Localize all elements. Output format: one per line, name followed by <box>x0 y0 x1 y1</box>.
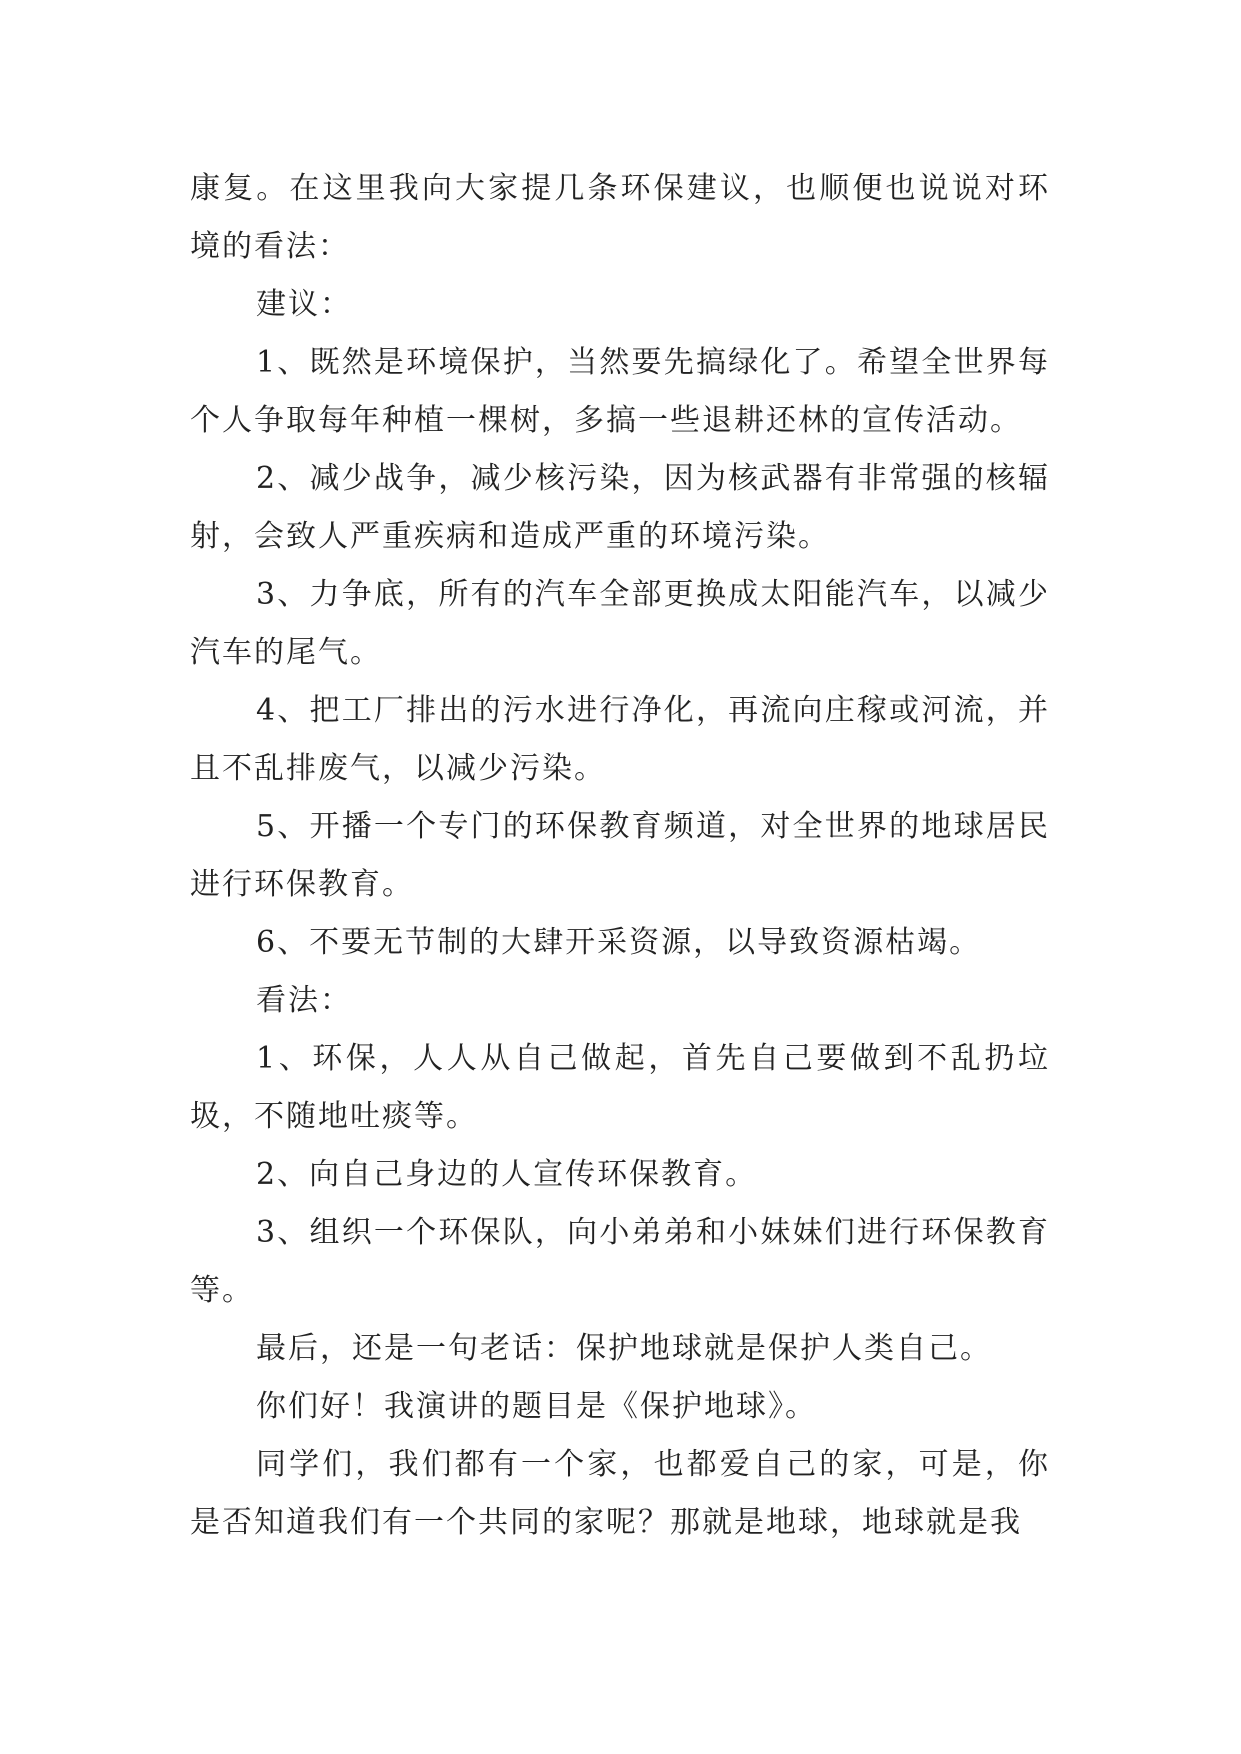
paragraph-view-3: 3、组织一个环保队，向小弟弟和小妹妹们进行环保教育等。 <box>190 1215 1050 1308</box>
paragraph-suggestion-1: 1、既然是环境保护，当然要先搞绿化了。希望全世界每个人争取每年种植一棵树，多搞一些退耕还林的宣传活动。 <box>190 345 1050 438</box>
paragraph-suggestion-6: 6、不要无节制的大肆开采资源，以导致资源枯竭。 <box>256 925 982 960</box>
paragraph-intro-continuation: 康复。在这里我向大家提几条环保建议，也顺便也说说对环境的看法： <box>190 171 1050 264</box>
paragraph-suggestions-heading: 建议： <box>256 287 352 322</box>
paragraph-suggestion-5: 5、开播一个专门的环保教育频道，对全世界的地球居民进行环保教育。 <box>190 809 1050 902</box>
paragraph-suggestion-2: 2、减少战争，减少核污染，因为核武器有非常强的核辐射，会致人严重疾病和造成严重的环境污染。 <box>190 461 1050 554</box>
paragraph-view-2: 2、向自己身边的人宣传环保教育。 <box>256 1157 758 1192</box>
paragraph-closing: 最后，还是一句老话：保护地球就是保护人类自己。 <box>256 1331 992 1366</box>
paragraph-speech-body: 同学们，我们都有一个家，也都爱自己的家，可是，你是否知道我们有一个共同的家呢？那就是地球，地球就是我 <box>190 1447 1050 1540</box>
paragraph-view-1: 1、环保，人人从自己做起，首先自己要做到不乱扔垃圾，不随地吐痰等。 <box>190 1041 1050 1134</box>
paragraph-speech-greeting: 你们好！我演讲的题目是《保护地球》。 <box>256 1389 817 1424</box>
paragraph-views-heading: 看法： <box>256 983 352 1018</box>
paragraph-suggestion-3: 3、力争底，所有的汽车全部更换成太阳能汽车，以减少汽车的尾气。 <box>190 577 1050 670</box>
paragraph-suggestion-4: 4、把工厂排出的污水进行净化，再流向庄稼或河流，并且不乱排废气，以减少污染。 <box>190 693 1050 786</box>
document-body <box>190 160 1050 1552</box>
